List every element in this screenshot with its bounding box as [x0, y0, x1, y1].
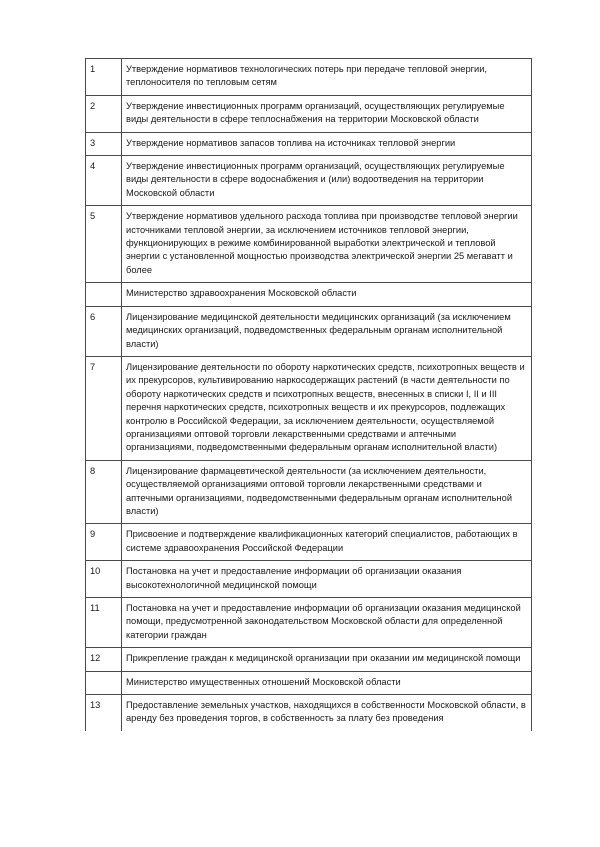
- row-text: Предоставление земельных участков, находящихся в собственности Московской области, в аренду без проведения торгов, в собственность за плату без проведения: [122, 695, 532, 731]
- row-text: Утверждение инвестиционных программ организаций, осуществляющих регулируемые виды деятельности в сфере водоснабжения и (или) водоотведения на территории Московской области: [122, 156, 532, 206]
- table-row: [86, 524, 532, 561]
- row-number: 3: [86, 132, 122, 155]
- table-row: [86, 648, 532, 671]
- table-row: [86, 283, 532, 306]
- row-number: 2: [86, 95, 122, 132]
- row-text: Утверждение нормативов запасов топлива на источниках тепловой энергии: [122, 132, 532, 155]
- services-table: [85, 58, 532, 731]
- row-number: 1: [86, 59, 122, 96]
- row-text: Лицензирование фармацевтической деятельности (за исключением деятельности, осуществляемой организациями оптовой торговли лекарственными средствами и аптечными организациями, подведомственными федеральным органам исполнительной власти): [122, 460, 532, 524]
- table-row: [86, 671, 532, 694]
- row-text: Прикрепление граждан к медицинской организации при оказании им медицинской помощи: [122, 648, 532, 671]
- row-number: [86, 283, 122, 306]
- row-number: 7: [86, 356, 122, 460]
- table-row: [86, 460, 532, 524]
- row-number: 12: [86, 648, 122, 671]
- row-text: Утверждение нормативов удельного расхода топлива при производстве тепловой энергии источниками тепловой энергии, за исключением источников тепловой энергии, функционирующих в режиме комбинированной выработки электрической и тепловой энергии с установленной мощностью производства электрической энергии 25 мегаватт и более: [122, 206, 532, 283]
- row-number: 4: [86, 156, 122, 206]
- section-heading: Министерство здравоохранения Московской области: [122, 283, 532, 306]
- table-row: [86, 132, 532, 155]
- row-number: 10: [86, 561, 122, 598]
- row-text: Присвоение и подтверждение квалификационных категорий специалистов, работающих в системе здравоохранения Российской Федерации: [122, 524, 532, 561]
- table-row: [86, 156, 532, 206]
- row-text: Лицензирование деятельности по обороту наркотических средств, психотропных веществ и их прекурсоров, культивированию наркосодержащих растений (в части деятельности по обороту наркотических средств и психотропных веществ, внесенных в списки I, II и III перечня наркотических средств, психотропных веществ и их прекурсоров, подлежащих контролю в Российской Федерации, за исключением деятельности, осуществляемой организациями оптовой торговли лекарственными средствами и аптечными организациями, подведомственными федеральным органам исполнительной власти): [122, 356, 532, 460]
- table-row: [86, 561, 532, 598]
- row-text: Постановка на учет и предоставление информации об организации оказания медицинской помощи, предусмотренной законодательством Московской области для определенной категории граждан: [122, 598, 532, 648]
- table-row: [86, 59, 532, 96]
- table-row: [86, 95, 532, 132]
- table-body: [86, 59, 532, 731]
- row-number: 9: [86, 524, 122, 561]
- section-heading: Министерство имущественных отношений Московской области: [122, 671, 532, 694]
- row-number: 11: [86, 598, 122, 648]
- row-number: [86, 671, 122, 694]
- row-number: 8: [86, 460, 122, 524]
- table-row: [86, 356, 532, 460]
- row-text: Утверждение нормативов технологических потерь при передаче тепловой энергии, теплоносителя по тепловым сетям: [122, 59, 532, 96]
- row-number: 5: [86, 206, 122, 283]
- table-row: [86, 598, 532, 648]
- row-number: 6: [86, 306, 122, 356]
- row-text: Лицензирование медицинской деятельности медицинских организаций (за исключением медицинских организаций, подведомственных федеральным органам исполнительной власти): [122, 306, 532, 356]
- table-row: [86, 206, 532, 283]
- table-row: [86, 695, 532, 731]
- table-row: [86, 306, 532, 356]
- row-number: 13: [86, 695, 122, 731]
- row-text: Постановка на учет и предоставление информации об организации оказания высокотехнологичной медицинской помощи: [122, 561, 532, 598]
- row-text: Утверждение инвестиционных программ организаций, осуществляющих регулируемые виды деятельности в сфере теплоснабжения на территории Московской области: [122, 95, 532, 132]
